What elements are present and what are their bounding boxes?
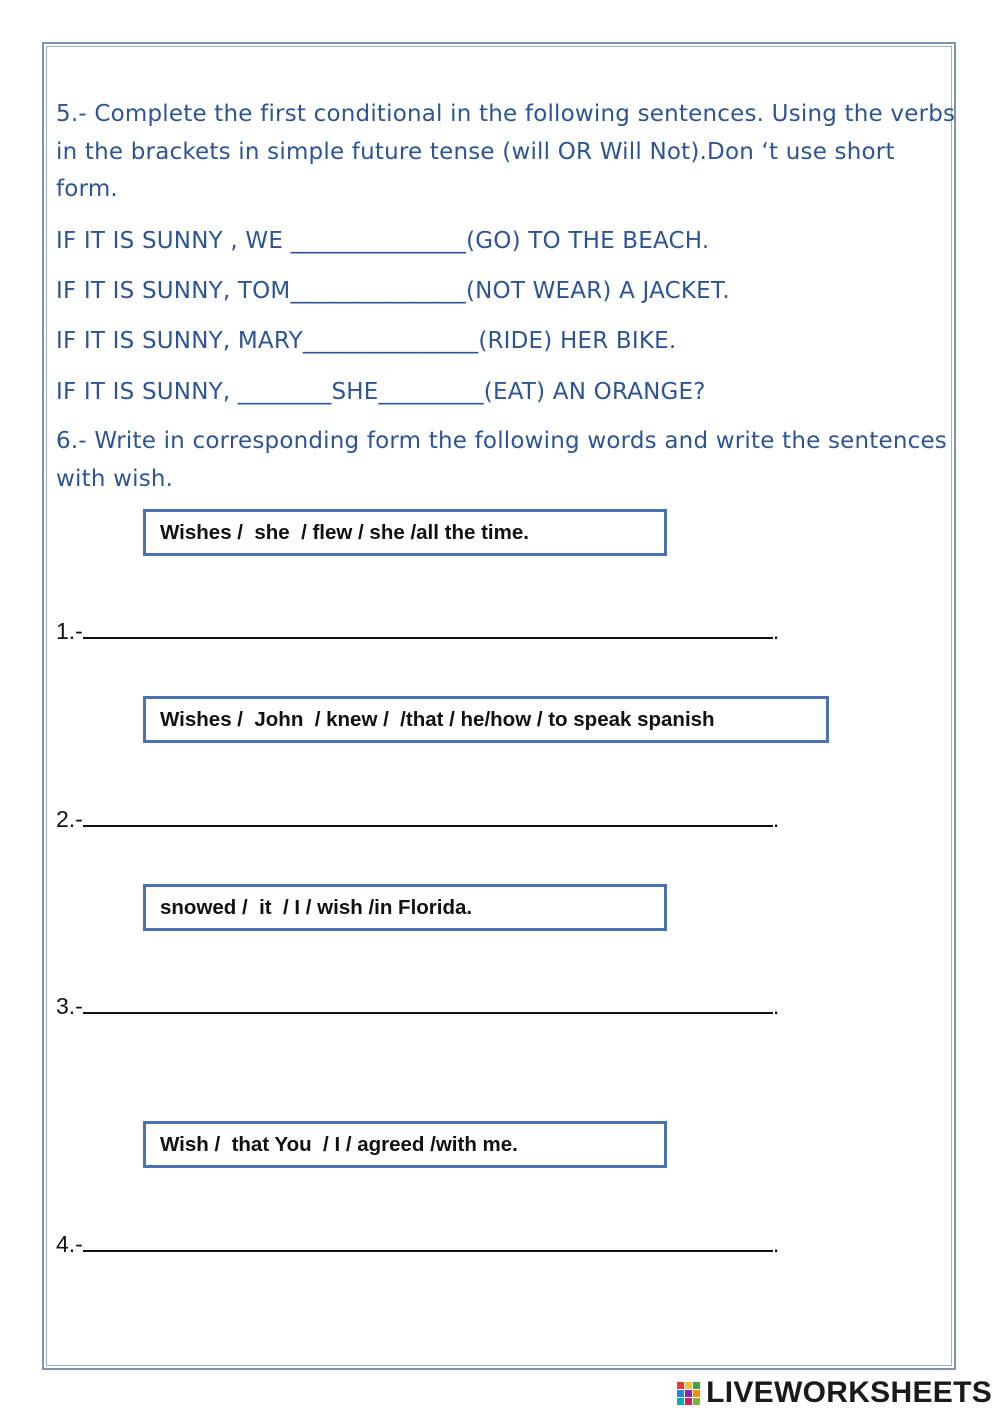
answer-number-3: 3.- bbox=[56, 993, 83, 1019]
answer-number-1: 1.- bbox=[56, 618, 83, 644]
answer-end-1: . bbox=[772, 618, 780, 644]
footer-brand bbox=[677, 1376, 992, 1410]
logo-cell bbox=[693, 1398, 700, 1405]
answer-line-2[interactable] bbox=[56, 804, 779, 834]
answer-end-4: . bbox=[772, 1231, 780, 1257]
liveworksheets-logo-icon bbox=[677, 1382, 700, 1405]
sentence-3: IF IT IS SUNNY, MARY_______________(RIDE) HER BIKE. bbox=[56, 328, 677, 354]
logo-cell bbox=[685, 1398, 692, 1405]
logo-cell bbox=[677, 1390, 684, 1397]
word-box-1: Wishes / she / flew / she /all the time. bbox=[143, 509, 667, 556]
logo-cell bbox=[685, 1390, 692, 1397]
answer-blank-1[interactable] bbox=[83, 617, 773, 639]
answer-end-2: . bbox=[772, 806, 780, 832]
section-5-instruction: 5.- Complete the first conditional in the following sentences. Using the verbs in the brackets in simple future tense (will OR Will Not).Don ‘t use short form. bbox=[56, 101, 956, 202]
answer-blank-2[interactable] bbox=[83, 805, 773, 827]
word-box-2: Wishes / John / knew / /that / he/how / to speak spanish bbox=[143, 696, 829, 743]
answer-blank-3[interactable] bbox=[83, 992, 773, 1014]
answer-line-3[interactable] bbox=[56, 991, 779, 1021]
answer-number-2: 2.- bbox=[56, 806, 83, 832]
logo-cell bbox=[693, 1390, 700, 1397]
logo-cell bbox=[693, 1382, 700, 1389]
logo-cell bbox=[685, 1382, 692, 1389]
sentence-4: IF IT IS SUNNY, ________SHE_________(EAT) AN ORANGE? bbox=[56, 379, 706, 405]
section-6-instruction: 6.- Write in corresponding form the following words and write the sentences with wish. bbox=[56, 428, 947, 492]
answer-blank-4[interactable] bbox=[83, 1230, 773, 1252]
logo-cell bbox=[677, 1382, 684, 1389]
sentence-1: IF IT IS SUNNY , WE _______________(GO) TO THE BEACH. bbox=[56, 228, 710, 254]
answer-number-4: 4.- bbox=[56, 1231, 83, 1257]
answer-line-4[interactable] bbox=[56, 1229, 779, 1259]
logo-cell bbox=[677, 1398, 684, 1405]
word-box-3: snowed / it / I / wish /in Florida. bbox=[143, 884, 667, 931]
word-box-4: Wish / that You / I / agreed /with me. bbox=[143, 1121, 667, 1168]
brand-name: LIVEWORKSHEETS bbox=[706, 1376, 992, 1409]
answer-end-3: . bbox=[772, 993, 780, 1019]
answer-line-1[interactable] bbox=[56, 616, 779, 646]
sentence-2: IF IT IS SUNNY, TOM_______________(NOT WEAR) A JACKET. bbox=[56, 278, 730, 304]
